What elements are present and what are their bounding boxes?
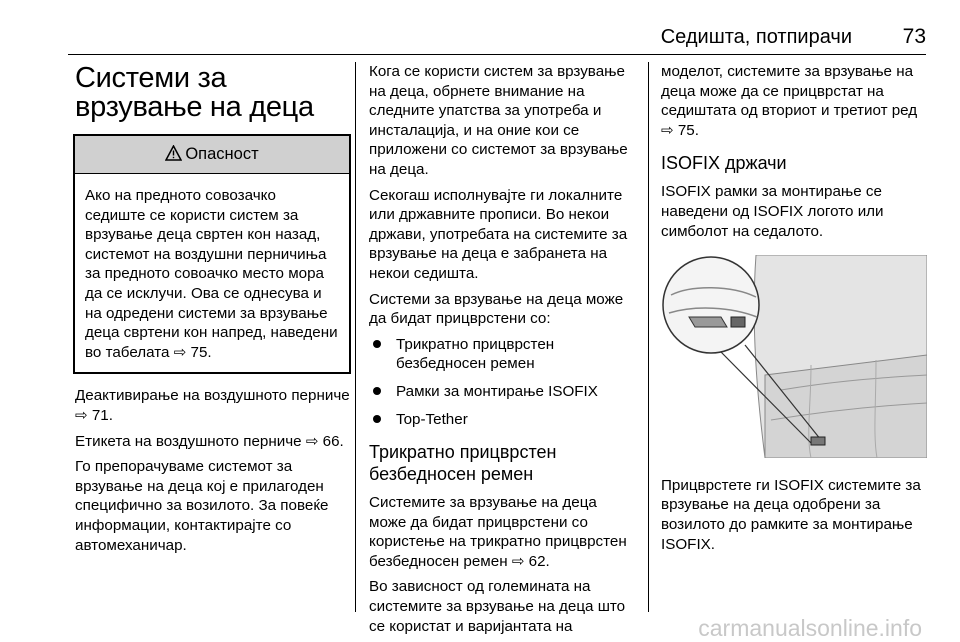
bullet-icon xyxy=(373,415,381,423)
page-number: 73 xyxy=(902,25,926,48)
running-header: Седишта, потпирачи xyxy=(660,26,852,48)
paragraph: Кога се користи систем за врзување на деца, обрнете внимание на следните упатства за употреба и инсталација, и на оние кои се приложени со системот за врзување на деца. xyxy=(369,63,628,178)
column-3 xyxy=(661,62,927,560)
page-ref-arrow-icon[interactable]: ⇨ xyxy=(661,121,674,139)
subsection-heading: ISOFIX држачи xyxy=(661,153,787,174)
page-ref-arrow-icon[interactable]: ⇨ xyxy=(75,406,88,424)
warning-triangle-icon xyxy=(165,145,182,161)
page-ref[interactable]: 71. xyxy=(91,406,113,424)
column-divider xyxy=(648,62,649,612)
list-item: Top-Tether xyxy=(369,410,635,430)
paragraph: Во зависност од големината на системите за врзување на деца што се користат и варијантата на xyxy=(369,578,626,635)
paragraph: Секогаш исполнувајте ги локалните или државните прописи. Во некои држави, употребата на системите за врзување на деца е забранета на некои седишта. xyxy=(369,186,628,282)
watermark: carmanualsonline.info xyxy=(698,615,922,641)
page-ref[interactable]: 75. xyxy=(190,343,212,361)
list-item: Рамки за монтирање ISOFIX xyxy=(369,382,635,402)
list-item: Трикратно прицврстен безбедносен ремен xyxy=(369,335,635,374)
warning-title: Опасност xyxy=(185,145,259,163)
paragraph: Етикета на воздушното перниче ⇨ 66. xyxy=(75,432,344,450)
paragraph: моделот, системите за врзување на деца може да се прицврстат на седиштата од вториот и третиот ред ⇨ 75. xyxy=(661,63,918,139)
section-heading: Системи за врзување на деца xyxy=(75,62,314,123)
isofix-seat-illustration xyxy=(661,255,927,458)
bullet-icon xyxy=(373,340,381,348)
warning-box xyxy=(73,134,351,374)
paragraph: Системи за врзување на деца може да бидат прицврстени со: xyxy=(369,290,624,328)
page-ref-arrow-icon[interactable]: ⇨ xyxy=(305,432,319,450)
column-1 xyxy=(75,62,351,561)
bullet-list xyxy=(369,335,635,429)
paragraph: Деактивирање на воздушното перниче ⇨ 71. xyxy=(75,387,350,424)
warning-header xyxy=(75,136,349,174)
paragraph: ISOFIX рамки за монтирање се наведени од ISOFIX логото или симболот на седалото. xyxy=(661,183,884,240)
page-ref[interactable]: 66. xyxy=(322,432,344,450)
page-ref-arrow-icon[interactable]: ⇨ xyxy=(173,343,187,361)
column-2 xyxy=(369,62,635,642)
bullet-icon xyxy=(373,387,381,395)
subsection-heading: Трикратно прицврстен безбедносен ремен xyxy=(369,442,557,485)
page-ref[interactable]: 75. xyxy=(677,121,699,139)
column-divider xyxy=(355,62,356,612)
page-ref[interactable]: 62. xyxy=(528,552,550,570)
header-rule xyxy=(68,54,926,55)
paragraph: Прицврстете ги ISOFIX системите за врзување на деца одобрени за возилото до рамките за монтирање ISOFIX. xyxy=(661,476,921,553)
page-ref-arrow-icon[interactable]: ⇨ xyxy=(511,552,525,570)
paragraph: Го препорачуваме системот за врзување на деца кој е прилагоден специфично за возилото. За повеќе информации, контактирајте со автомеханичар. xyxy=(75,458,329,554)
paragraph: Системите за врзување на деца може да бидат прицврстени со користење на трикратно прицврстен безбедносен ремен ⇨ 62. xyxy=(369,494,627,570)
warning-text: Ако на предното совозачко седиште се користи систем за врзување деца свртен кон назад, системот на воздушни перничиња за предното совоачко место мора да се исклучи. Ова се однесува и на одредени системи за врзување деца свртени кон напред, наведени во табелата ⇨ 75. xyxy=(85,187,338,361)
